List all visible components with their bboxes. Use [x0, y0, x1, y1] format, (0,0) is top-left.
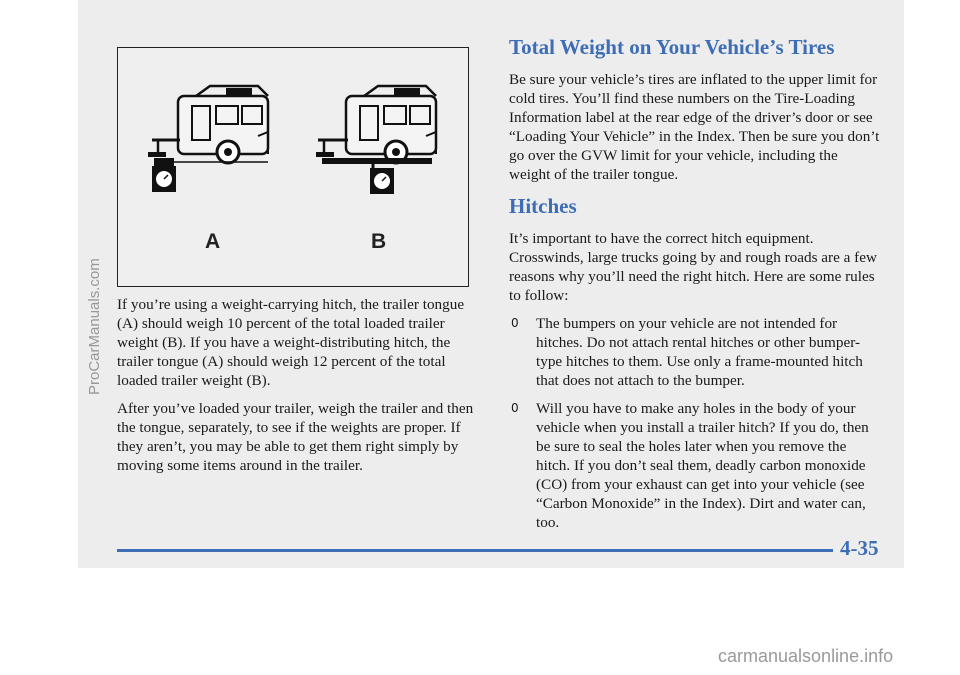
- footer-rule: [117, 549, 833, 552]
- right-column: [509, 34, 881, 541]
- bumper-rule-text: The bumpers on your vehicle are not intended for hitches. Do not attach rental hitches or other bumper-type hitches to them. Use only a frame-mounted hitch that does not attach to the bumper.: [536, 315, 863, 389]
- hitches-intro-paragraph: It’s important to have the correct hitch equipment. Crosswinds, large trucks going by and rough roads are a few reasons why you’ll need the right hitch. Here are some rules to follow:: [509, 230, 877, 304]
- left-column: [117, 295, 477, 484]
- trailer-illustration: [118, 48, 470, 288]
- hitches-heading: Hitches: [509, 194, 577, 218]
- weight-carrying-paragraph: If you’re using a weight-carrying hitch, the trailer tongue (A) should weigh 10 percent of the total loaded trailer weight (B). If you have a weight-distributing hitch, the trailer tongue (A) should weigh 12 percent of the total loaded trailer weight (B).: [117, 296, 465, 389]
- page-number: 4-35: [840, 536, 879, 560]
- weigh-trailer-paragraph: After you’ve loaded your trailer, weigh the trailer and then the tongue, separately, to see if the weights are proper. If they aren’t, you may be able to get them right simply by moving some items around in the trailer.: [117, 400, 474, 474]
- trailer-b-drawing: [316, 86, 436, 194]
- list-item: [509, 314, 881, 390]
- total-weight-paragraph: Be sure your vehicle’s tires are inflated to the upper limit for cold tires. You’ll find these numbers on the Tire-Loading Information label at the rear edge of the driver’s door or see “Loading Your Vehicle” in the Index. Then be sure you don’t go over the GVW limit for your vehicle, including the weight of the trailer tongue.: [509, 71, 880, 183]
- figure-label-a: A: [205, 230, 221, 253]
- list-item: [509, 399, 881, 532]
- holes-rule-text: Will you have to make any holes in the body of your vehicle when you install a trailer hitch? If you do, then be sure to seal the holes later when you remove the hitch. If you don’t seal them, deadly carbon monoxide (CO) from your exhaust can get into your vehicle (see “Carbon Monoxide” in the Index). Dirt and water can, too.: [536, 400, 869, 531]
- figure-label-b: B: [371, 230, 387, 253]
- trailer-weight-figure: [117, 47, 469, 287]
- side-watermark: ProCarManuals.com: [86, 258, 103, 395]
- hitch-rules-list: [509, 314, 881, 532]
- total-weight-heading: Total Weight on Your Vehicle’s Tires: [509, 35, 835, 59]
- bullet-marker: 0: [511, 401, 519, 415]
- bullet-marker: 0: [511, 316, 519, 330]
- bottom-watermark: carmanualsonline.info: [718, 646, 894, 666]
- trailer-a-drawing: [148, 86, 268, 192]
